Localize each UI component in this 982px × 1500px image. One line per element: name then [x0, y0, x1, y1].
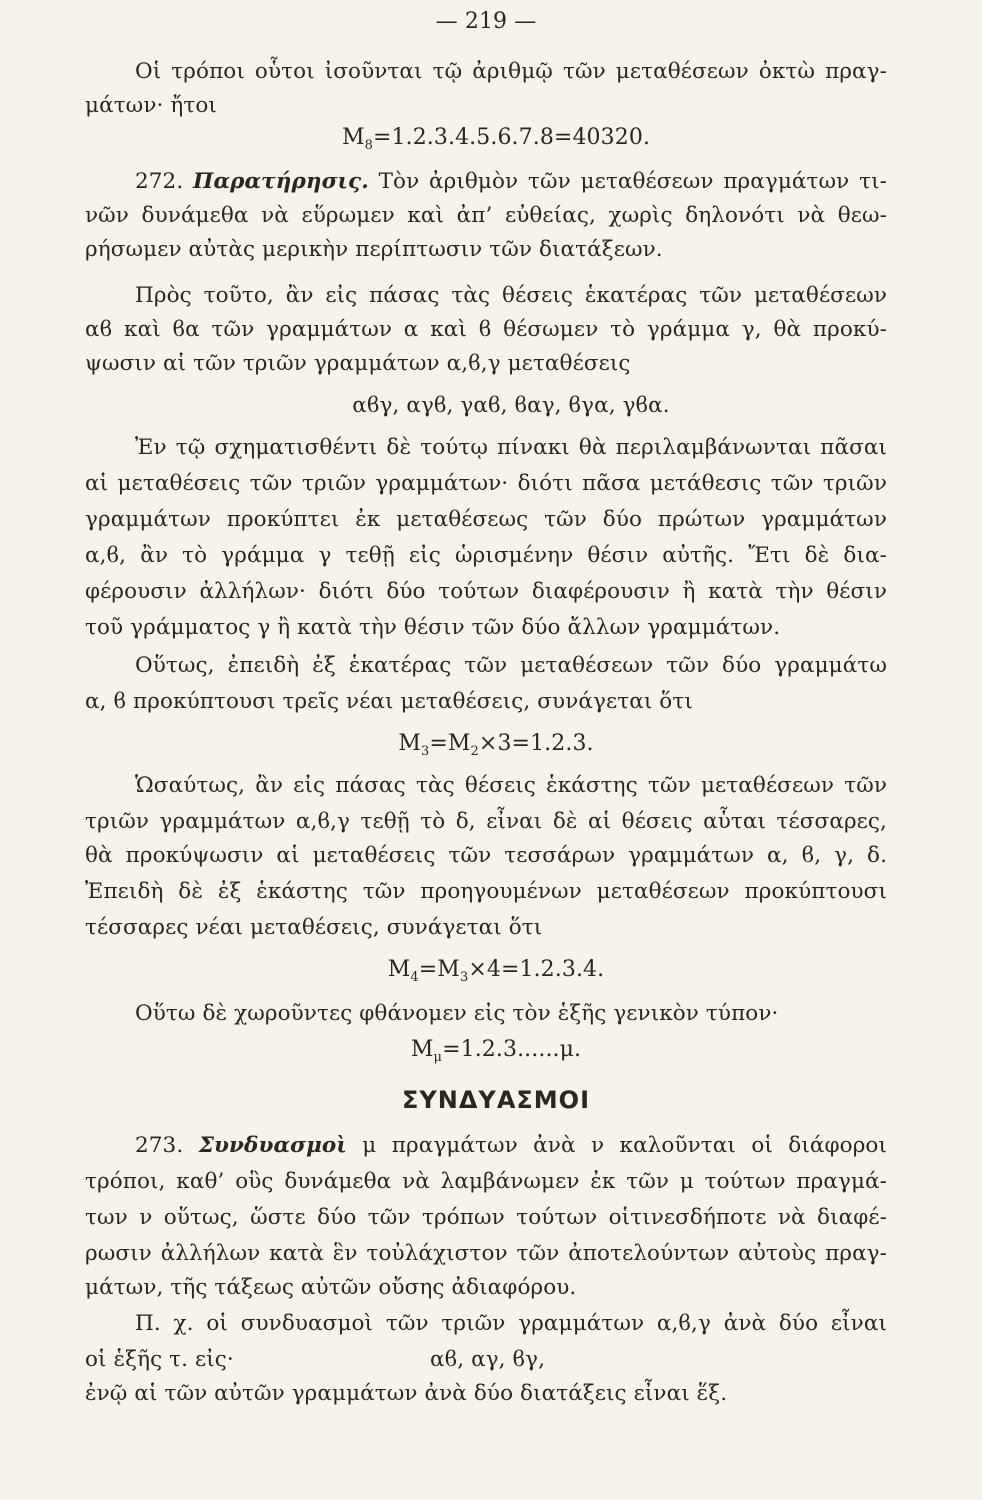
text-line: μάτων· ἤτοι	[85, 93, 217, 118]
paragraph-273-first-line	[85, 1132, 887, 1160]
eq-subscript: 2	[470, 744, 479, 759]
text-line: α,ϐ, ἂν τὸ γράμμα γ τεθῇ εἰς ὡρισμένην θέσιν αὐτῆς. Ἔτι δὲ δια-	[85, 543, 887, 568]
eq-subscript: 8	[364, 138, 373, 153]
section-title: ΣΥΝΔΥΑΣΜΟΙ	[402, 1086, 590, 1114]
eq-subscript: 4	[410, 970, 419, 985]
text-line: τέσσαρες νέαι μεταθέσεις, συνάγεται ὅτι	[85, 915, 543, 940]
text-line: τρόποι, καθ’ οὓς δυνάμεθα νὰ λαμβάνωμεν ἐκ τῶν μ τούτων πραγμά-	[85, 1169, 887, 1194]
text-line: αϐ καὶ ϐα τῶν γραμμάτων α καὶ ϐ θέσωμεν τὸ γράμμα γ, θὰ προκύ-	[85, 317, 887, 342]
combination-list: αϐ, αγ, ϐγ,	[430, 1347, 546, 1372]
text-line: Οὕτως, ἐπειδὴ ἐξ ἑκατέρας τῶν μεταθέσεων τῶν δύο γραμμάτω	[135, 653, 887, 678]
eq-symbol: M	[410, 1037, 434, 1062]
text-line: Οὕτω δὲ χωροῦντες φθάνομεν εἰς τὸν ἑξῆς γενικὸν τύπον·	[135, 1001, 779, 1026]
text-line: Ἐν τῷ σχηματισθέντι δὲ τούτῳ πίνακι θὰ περιλαμβάνωνται πᾶσαι	[135, 435, 887, 460]
text-line: τοῦ γράμματος γ ἢ κατὰ τὴν θέσιν τῶν δύο ἄλλων γραμμάτων.	[85, 615, 781, 640]
text-line: Π. χ. οἱ συνδυασμοὶ τῶν τριῶν γραμμάτων α,ϐ,γ ἀνὰ δύο εἶναι	[135, 1311, 887, 1336]
permutation-list: αϐγ, αγϐ, γαϐ, ϐαγ, ϐγα, γϐα.	[352, 393, 670, 418]
text-line: θὰ προκύψωσιν αἱ μεταθέσεις τῶν τεσσάρων γραμμάτων α, ϐ, γ, δ.	[85, 843, 887, 868]
text-segment: Τὸν ἀριθμὸν τῶν μεταθέσεων πραγμάτων τι-	[378, 169, 887, 194]
eq-expression: ×4=1.2.3.4.	[468, 957, 605, 982]
text-segment: μ πραγμάτων ἀνὰ ν καλοῦνται οἱ διάφοροι	[362, 1133, 888, 1158]
eq-subscript: 3	[420, 744, 430, 759]
text-line-with-example	[85, 1346, 887, 1374]
eq-expression: =1.2.3.4.5.6.7.8=40320.	[372, 125, 651, 150]
text-line: γραμμάτων προκύπτει ἐκ μεταθέσεως τῶν δύο πρώτων γραμμάτων	[85, 507, 887, 532]
text-line: φέρουσιν ἀλλήλων· διότι δύο τούτων διαφέρουσιν ἢ κατὰ τὴν θέσιν	[85, 579, 887, 604]
paragraph-number: 272.	[135, 169, 184, 194]
equation-m4	[85, 956, 887, 992]
text-line: αἱ μεταθέσεις τῶν τριῶν γραμμάτων· διότι πᾶσα μετάθεσις τῶν τριῶν	[85, 471, 887, 496]
text-line: τριῶν γραμμάτων α,ϐ,γ τεθῇ τὸ δ, εἶναι δὲ αἱ θέσεις αὗται τέσσαρες,	[85, 809, 887, 834]
eq-subscript: μ	[433, 1050, 443, 1065]
equation-m3	[85, 730, 887, 766]
text-line: Ἐπειδὴ δὲ ἐξ ἑκάστης τῶν προηγουμένων μεταθέσεων προκύπτουσι	[85, 879, 887, 904]
equation-general	[85, 1036, 887, 1072]
page-number: — 219 —	[435, 9, 537, 34]
paragraph-number: 273.	[135, 1133, 184, 1158]
text-line: α, ϐ προκύπτουσι τρεῖς νέαι μεταθέσεις, συνάγεται ὅτι	[85, 689, 693, 714]
paragraph-term: Συνδυασμοὶ	[198, 1133, 347, 1158]
eq-symbol: M	[398, 731, 421, 756]
text-line: Οἱ τρόποι οὗτοι ἰσοῦνται τῷ ἀριθμῷ τῶν μεταθέσεων ὀκτὼ πραγ-	[135, 59, 887, 84]
eq-expression: ×3=1.2.3.	[478, 731, 594, 756]
eq-symbol: M	[341, 125, 365, 150]
text-line: Ὡσαύτως, ἂν εἰς πάσας τὰς θέσεις ἑκάστης τῶν μεταθέσεων τῶν	[135, 773, 887, 798]
paragraph-272-first-line	[85, 168, 887, 196]
eq-expression: =M	[418, 957, 460, 982]
equation-m8	[85, 124, 887, 160]
eq-expression: =1.2.3......μ.	[442, 1037, 582, 1062]
text-line: ρωσιν ἀλλήλων κατὰ ἓν τοὐλάχιστον τῶν ἀποτελούντων αὐτοὺς πραγ-	[85, 1241, 887, 1266]
eq-subscript: 3	[459, 970, 469, 985]
text-segment: οἱ ἑξῆς τ. εἰς·	[85, 1347, 234, 1372]
text-line: ψωσιν αἱ τῶν τριῶν γραμμάτων α,ϐ,γ μεταθέσεις	[85, 351, 631, 376]
text-line: νῶν δυνάμεθα νὰ εὕρωμεν καὶ ἀπ’ εὐθείας, χωρὶς δηλονότι νὰ θεω-	[85, 203, 887, 228]
eq-symbol: M	[387, 957, 411, 982]
eq-expression: =M	[429, 731, 471, 756]
paragraph-term: Παρατήρησις.	[193, 169, 369, 194]
text-line: ἐνῷ αἱ τῶν αὐτῶν γραμμάτων ἀνὰ δύο διατάξεις εἶναι ἕξ.	[85, 1381, 728, 1406]
text-line: Πρὸς τοῦτο, ἂν εἰς πάσας τὰς θέσεις ἑκατέρας τῶν μεταθέσεων	[135, 283, 887, 308]
text-line: των ν οὕτως, ὥστε δύο τῶν τρόπων τούτων οἱτινεσδήποτε νὰ διαφέ-	[85, 1205, 887, 1230]
text-line: ρήσωμεν αὐτὰς μερικὴν περίπτωσιν τῶν διατάξεων.	[85, 237, 663, 262]
text-line: μάτων, τῆς τάξεως αὐτῶν οὔσης ἀδιαφόρου.	[85, 1275, 577, 1300]
